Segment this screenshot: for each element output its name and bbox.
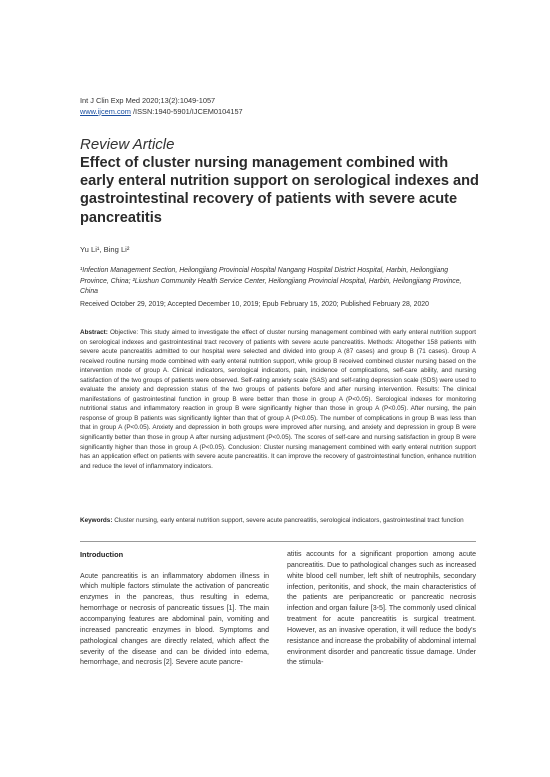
article-title: Effect of cluster nursing management combined with early enteral nutrition support on serological indexes and gastrointestinal recovery of patients with severe acute pancreatitis <box>80 155 479 226</box>
article-type: Review Article <box>80 136 175 153</box>
abstract <box>80 328 476 471</box>
introduction-paragraph-left: Acute pancreatitis is an inflammatory abdomen illness in which multiple factors stimulate the activation of pancreatic enzymes in the pancreas, thus resulting in edema, hemorrhage or necrosis of pancreatic tissues [1]. The main accompanying features are abdominal pain, vomiting and increased pancreatic enzymes in blood. Symptoms and pathological changes are directly related, which affect the severity of the disease and can be divided into edema, hemorrhage, and necrosis [2]. Severe acute pancre- <box>80 572 269 667</box>
article-affiliations: ¹Infection Management Section, Heilongjiang Provincial Hospital Nangang Hospital District Hospital, Harbin, Heilongjiang Province, China; ²Liushun Community Health Service Center, Heilongjiang Provincial Hospital, Harbin, Heilongjiang Province, China <box>80 267 462 295</box>
article-dates: Received October 29, 2019; Accepted December 10, 2019; Epub February 15, 2020; Published February 28, 2020 <box>80 301 429 308</box>
keywords-text: Cluster nursing, early enteral nutrition support, severe acute pancreatitis, serological indicators, gastrointestinal tract function <box>112 517 464 524</box>
journal-website-link[interactable]: www.ijcem.com <box>80 106 131 116</box>
keywords <box>80 516 476 526</box>
journal-header <box>80 96 243 117</box>
introduction-paragraph-right: atitis accounts for a significant proportion among acute pancreatitis. Due to pathological changes such as increased white blood cell number, left shift of neutrophils, secondary infection, peritonitis, and shock, the main characteristics of the patients are peripancreatic or pancreatic necrosis infection and organ failure [3-5]. The commonly used clinical treatment for acute pancreatitis is surgical treatment. However, as an invasive operation, it will reduce the body's resistance and increase the probability of abdominal internal environment disorder and pancreatic tissue damage. Under the stimula- <box>287 551 476 667</box>
abstract-label: Abstract: <box>80 329 108 336</box>
journal-issn-line <box>80 107 243 118</box>
article-authors: Yu Li¹, Bing Li² <box>80 245 130 254</box>
abstract-text: Objective: This study aimed to investigate the effect of cluster nursing management combined with early enteral nutrition support on serological indexes and gastrointestinal tract recovery of patients with severe acute pancreatitis. Methods: Altogether 158 patients with severe acute pancreatitis admitted to our hospital were selected and divided into group A (87 cases) and group B (71 cases). Group A received routine nursing mode combined with early enteral nutrition support, while group B received combined cluster nursing based on the intervention mode of group A. Clinical indicators, serological indicators, pain, incidence of complications, self-care ability, and nursing satisfaction of the two groups of patients were observed. Self-rating anxiety scale (SAS) and self-rating depression scale (SDS) were used to evaluate the anxiety and depression status of the two groups of patients before and after nursing intervention. Results: The clinical manifestations of gastrointestinal function in group B were better than those in group A (P<0.05). Serological indexes for monitoring nutritional status and inflammatory reaction in group B were significantly higher than those in group A (P<0.05). After nursing, the pain response of group B patients was significantly lighter than that of group A (P<0.05). The number of complications in group B was less than that in group A (P<0.05). Anxiety and depression in both groups were improved after nursing, and anxiety and depression in group B were significantly better than those in group A after nursing adjustment (P<0.05). The scores of self-care and nursing satisfaction in group B were significantly higher than those in group A (P<0.05). Conclusion: Cluster nursing management combined with early enteral nutrition support has an application effect on patients with severe acute pancreatitis. It can improve the recovery of gastrointestinal function, enhance nutrition and reduce the level of inflammatory indicators. <box>80 329 476 470</box>
journal-citation: Int J Clin Exp Med 2020;13(2):1049-1057 <box>80 96 216 105</box>
journal-issn: /ISSN:1940-5901/IJCEM0104157 <box>130 106 243 116</box>
body-column-right <box>287 550 476 669</box>
introduction-heading: Introduction <box>80 550 124 559</box>
body-column-left <box>80 550 269 669</box>
keywords-label: Keywords: <box>80 517 113 524</box>
section-divider <box>80 541 476 542</box>
